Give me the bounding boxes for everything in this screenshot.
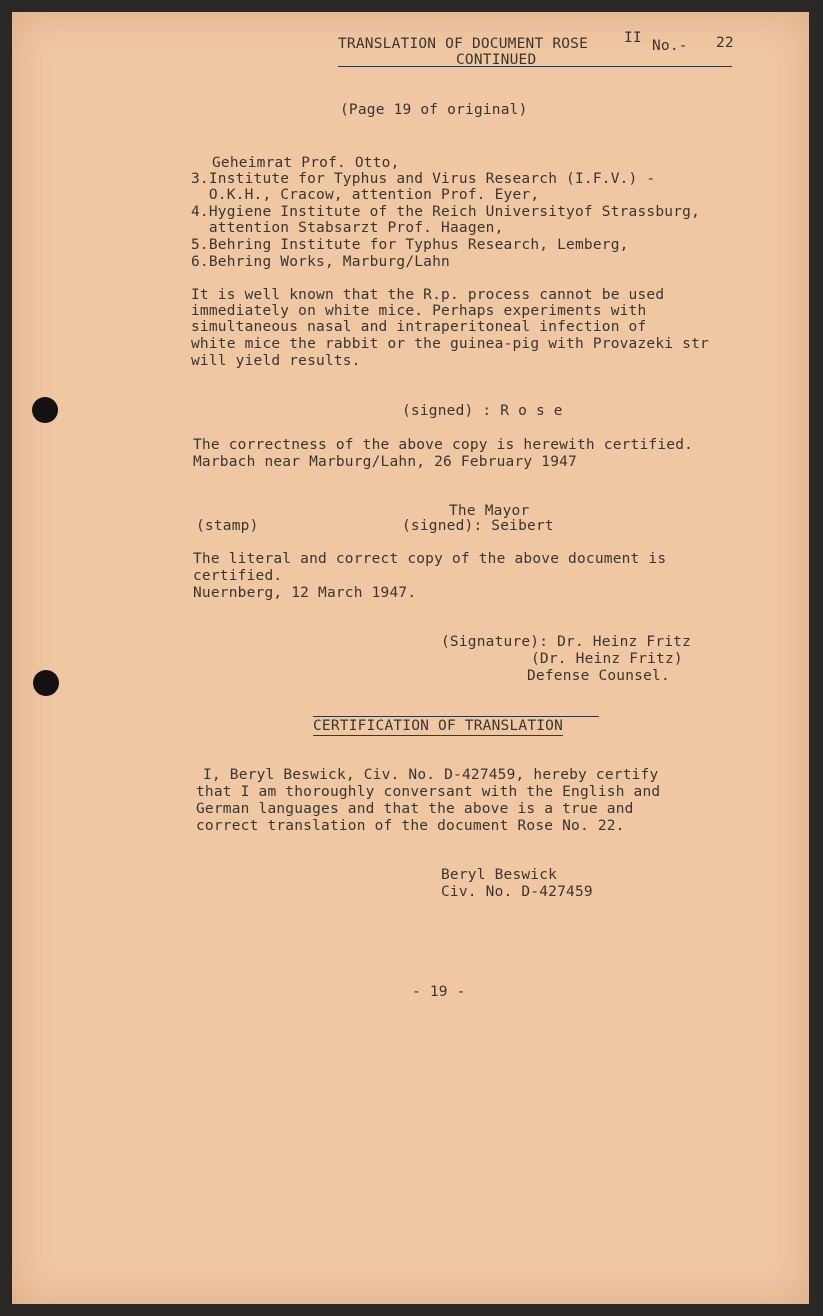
copy-certification-line: The correctness of the above copy is herewith certified. bbox=[193, 437, 694, 453]
translator-name: Beryl Beswick bbox=[441, 867, 558, 883]
copy-certification-line: Marbach near Marburg/Lahn, 26 February 1947 bbox=[193, 454, 577, 470]
counsel-signature-line: (Signature): Dr. Heinz Fritz bbox=[441, 634, 692, 650]
literal-copy-line: The literal and correct copy of the above document is bbox=[193, 551, 667, 567]
header-roman-numeral: II bbox=[624, 30, 642, 46]
recipient-line: 4.Hygiene Institute of the Reich Universityof Strassburg, bbox=[191, 204, 700, 220]
certification-heading: CERTIFICATION OF TRANSLATION bbox=[313, 718, 564, 734]
paragraph-line: immediately on white mice. Perhaps experiments with bbox=[191, 303, 647, 319]
page-number: - 19 - bbox=[412, 984, 466, 1000]
mayor-title: The Mayor bbox=[449, 503, 530, 519]
paragraph-line: white mice the rabbit or the guinea-pig with Provazeki str bbox=[191, 336, 709, 352]
signed-rose: (signed) : R o s e bbox=[402, 403, 563, 419]
certification-text-line: I, Beryl Beswick, Civ. No. D-427459, hereby certify bbox=[203, 767, 659, 783]
counsel-signature-line: (Dr. Heinz Fritz) bbox=[531, 651, 683, 667]
paragraph-line: It is well known that the R.p. process cannot be used bbox=[191, 287, 665, 303]
certification-text-line: that I am thoroughly conversant with the English and bbox=[196, 784, 661, 800]
paragraph-line: simultaneous nasal and intraperitoneal infection of bbox=[191, 319, 647, 335]
recipient-line: O.K.H., Cracow, attention Prof. Eyer, bbox=[191, 187, 540, 203]
certification-overline bbox=[313, 716, 599, 717]
signed-seibert: (signed): Seibert bbox=[402, 518, 554, 534]
header-document-number: 22 bbox=[716, 35, 734, 51]
recipient-line: 5.Behring Institute for Typhus Research, Lemberg, bbox=[191, 237, 629, 253]
header-continued: CONTINUED bbox=[456, 52, 537, 68]
punch-hole-top bbox=[32, 397, 58, 423]
stamp-label: (stamp) bbox=[196, 518, 259, 534]
certification-text-line: correct translation of the document Rose No. 22. bbox=[196, 818, 625, 834]
page-reference: (Page 19 of original) bbox=[340, 102, 528, 118]
counsel-signature-line: Defense Counsel. bbox=[527, 668, 670, 684]
recipient-line: 6.Behring Works, Marburg/Lahn bbox=[191, 254, 450, 270]
certification-text-line: German languages and that the above is a true and bbox=[196, 801, 634, 817]
recipient-line: attention Stabsarzt Prof. Haagen, bbox=[191, 220, 504, 236]
header-number-label: No.- bbox=[652, 38, 688, 54]
literal-copy-line: certified. bbox=[193, 568, 283, 584]
paragraph-line: will yield results. bbox=[191, 353, 361, 369]
punch-hole-bottom bbox=[33, 670, 59, 696]
translator-civ-no: Civ. No. D-427459 bbox=[441, 884, 593, 900]
recipient-line: 3.Institute for Typhus and Virus Research (I.F.V.) - bbox=[191, 171, 656, 187]
header-title: TRANSLATION OF DOCUMENT ROSE bbox=[338, 36, 589, 52]
recipient-line: Geheimrat Prof. Otto, bbox=[212, 155, 400, 171]
literal-copy-line: Nuernberg, 12 March 1947. bbox=[193, 585, 417, 601]
